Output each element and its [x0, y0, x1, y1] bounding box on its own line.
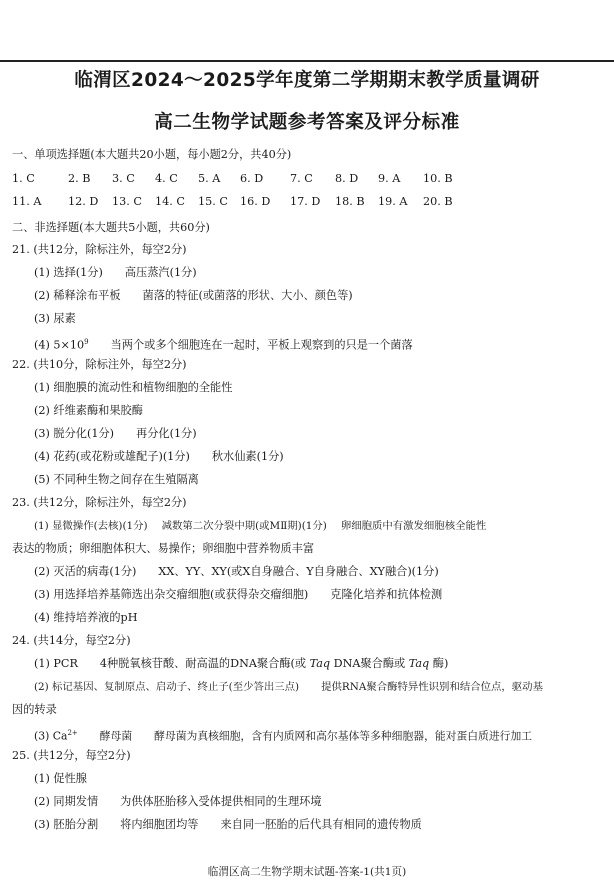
q24-answer-1: (1) PCR 4种脱氧核苷酸、耐高温的DNA聚合酶(或 Taq DNA聚合酶或 Taq 酶) [34, 657, 449, 670]
mc-answer: 19. A [378, 195, 408, 208]
q24-answer-3: (3) $Ca^{2+}$ 酵母菌 酵母菌为真核细胞，含有内质网和高尔基体等多种细胞器，能对蛋白质进行加工 [34, 729, 533, 743]
q23-answer-4: (4) 维持培养液的pH [34, 611, 138, 624]
mc-answer: 4. C [155, 172, 178, 185]
q21-heading: 21. (共12分，除标注外，每空2分) [12, 243, 187, 256]
mc-answer: 16. D [240, 195, 271, 208]
mc-answer: 14. C [155, 195, 185, 208]
section1-heading: 一、单项选择题(本大题共20小题，每小题2分，共40分) [12, 148, 292, 161]
page-title: 临渭区2024～2025学年度第二学期期末教学质量调研 [74, 70, 540, 91]
q24-heading: 24. (共14分，每空2分) [12, 634, 131, 647]
q21-answer-1: (1) 选择(1分) 高压蒸汽(1分) [34, 266, 197, 279]
mc-answer: 1. C [12, 172, 35, 185]
mc-answer: 9. A [378, 172, 401, 185]
top-rule [0, 60, 614, 62]
mc-answer: 12. D [68, 195, 99, 208]
mc-answer: 17. D [290, 195, 321, 208]
q22-heading: 22. (共10分，除标注外，每空2分) [12, 358, 187, 371]
q22-answer-3: (3) 脱分化(1分) 再分化(1分) [34, 427, 197, 440]
q24-answer-2-cont: 因的转录 [12, 703, 57, 716]
mc-answer: 18. B [335, 195, 365, 208]
mc-answer: 7. C [290, 172, 313, 185]
mc-answer: 20. B [423, 195, 453, 208]
mc-answer: 8. D [335, 172, 359, 185]
q25-answer-2: (2) 同期发情 为供体胚胎移入受体提供相同的生理环境 [34, 795, 322, 808]
q25-heading: 25. (共12分，每空2分) [12, 749, 131, 762]
mc-answer: 10. B [423, 172, 453, 185]
q22-answer-1: (1) 细胞膜的流动性和植物细胞的全能性 [34, 381, 233, 394]
section2-heading: 二、非选择题(本大题共5小题，共60分) [12, 221, 210, 234]
q21-answer-3: (3) 尿素 [34, 312, 76, 325]
q23-heading: 23. (共12分，除标注外，每空2分) [12, 496, 187, 509]
q23-answer-3: (3) 用选择培养基筛选出杂交瘤细胞(或获得杂交瘤细胞) 克隆化培养和抗体检测 [34, 588, 443, 601]
mc-answer: 15. C [198, 195, 228, 208]
mc-answer: 13. C [112, 195, 142, 208]
q25-answer-1: (1) 促性腺 [34, 772, 87, 785]
q23-answer-1-cont: 表达的物质；卵细胞体积大、易操作；卵细胞中营养物质丰富 [12, 542, 315, 555]
mc-answer: 5. A [198, 172, 221, 185]
mc-answer: 6. D [240, 172, 264, 185]
q25-answer-3: (3) 胚胎分割 将内细胞团均等 来自同一胚胎的后代具有相同的遗传物质 [34, 818, 422, 831]
mc-answer: 11. A [12, 195, 42, 208]
q23-answer-1: (1) 显微操作(去核)(1分) 减数第二次分裂中期(或MⅡ期)(1分) 卵细胞质中有激发细胞核全能性 [34, 520, 487, 532]
mc-answer: 2. B [68, 172, 91, 185]
q22-answer-2: (2) 纤维素酶和果胶酶 [34, 404, 143, 417]
q21-answer-2: (2) 稀释涂布平板 菌落的特征(或菌落的形状、大小、颜色等) [34, 289, 353, 302]
page-footer: 临渭区高二生物学期末试题-答案-1(共1页) [207, 866, 407, 878]
q22-answer-4: (4) 花药(或花粉或雄配子)(1分) 秋水仙素(1分) [34, 450, 284, 463]
q23-answer-2: (2) 灭活的病毒(1分) XX、YY、XY(或X自身融合、Y自身融合、XY融合)(1分) [34, 565, 439, 578]
q22-answer-5: (5) 不同种生物之间存在生殖隔离 [34, 473, 199, 486]
page-subtitle: 高二生物学试题参考答案及评分标准 [154, 112, 460, 133]
q21-answer-4: (4) $5\times 10^9$ 当两个或多个细胞连在一起时，平板上观察到的只是一个菌落 [34, 338, 413, 352]
mc-answer: 3. C [112, 172, 135, 185]
q24-answer-2: (2) 标记基因、复制原点、启动子、终止子(至少答出三点) 提供RNA聚合酶特异性识别和结合位点，驱动基 [34, 681, 543, 693]
